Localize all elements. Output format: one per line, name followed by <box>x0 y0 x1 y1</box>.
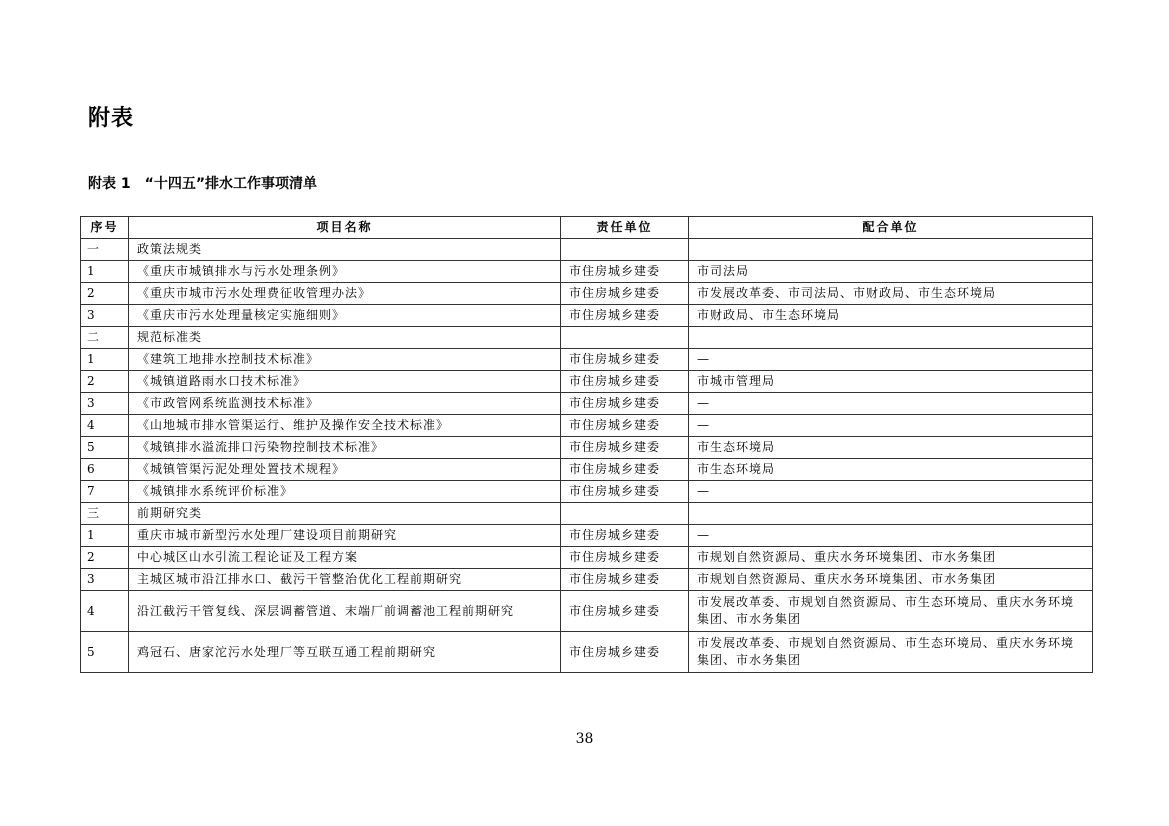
cell-cooperating <box>689 239 1093 261</box>
cell-project: 政策法规类 <box>129 239 561 261</box>
drainage-task-table <box>80 216 1093 673</box>
table-row <box>81 261 1093 283</box>
table-row <box>81 503 1093 525</box>
cell-cooperating: 市生态环境局 <box>689 459 1093 481</box>
cell-responsible: 市住房城乡建委 <box>561 569 689 591</box>
cell-responsible: 市住房城乡建委 <box>561 459 689 481</box>
cell-seq: 2 <box>81 283 129 305</box>
cell-project: 《城镇排水溢流排口污染物控制技术标准》 <box>129 437 561 459</box>
cell-project: 规范标准类 <box>129 327 561 349</box>
cell-seq: 3 <box>81 569 129 591</box>
cell-responsible: 市住房城乡建委 <box>561 481 689 503</box>
table-title: 附表 1 “十四五”排水工作事项清单 <box>88 176 318 192</box>
cell-project: 《城镇管渠污泥处理处置技术规程》 <box>129 459 561 481</box>
cell-responsible <box>561 327 689 349</box>
cell-project: 主城区城市沿江排水口、截污干管整治优化工程前期研究 <box>129 569 561 591</box>
page-heading: 附表 <box>88 106 135 131</box>
cell-seq: 一 <box>81 239 129 261</box>
cell-seq: 5 <box>81 632 129 673</box>
cell-responsible: 市住房城乡建委 <box>561 525 689 547</box>
header-seq: 序号 <box>81 217 129 239</box>
cell-cooperating: 市生态环境局 <box>689 437 1093 459</box>
cell-project: 《城镇排水系统评价标准》 <box>129 481 561 503</box>
table-row <box>81 481 1093 503</box>
cell-cooperating: 市规划自然资源局、重庆水务环境集团、市水务集团 <box>689 547 1093 569</box>
table-row <box>81 415 1093 437</box>
cell-project: 《重庆市城市污水处理费征收管理办法》 <box>129 283 561 305</box>
cell-project: 《城镇道路雨水口技术标准》 <box>129 371 561 393</box>
cell-cooperating: 市财政局、市生态环境局 <box>689 305 1093 327</box>
cell-seq: 2 <box>81 547 129 569</box>
cell-cooperating <box>689 327 1093 349</box>
cell-seq: 7 <box>81 481 129 503</box>
cell-cooperating <box>689 503 1093 525</box>
header-cooperating: 配合单位 <box>689 217 1093 239</box>
cell-responsible: 市住房城乡建委 <box>561 415 689 437</box>
table-row <box>81 239 1093 261</box>
cell-seq: 4 <box>81 591 129 632</box>
cell-seq: 三 <box>81 503 129 525</box>
cell-responsible: 市住房城乡建委 <box>561 591 689 632</box>
cell-cooperating: 市发展改革委、市规划自然资源局、市生态环境局、重庆水务环境集团、市水务集团 <box>689 591 1093 632</box>
cell-project: 《山地城市排水管渠运行、维护及操作安全技术标准》 <box>129 415 561 437</box>
cell-responsible: 市住房城乡建委 <box>561 349 689 371</box>
table-row <box>81 525 1093 547</box>
cell-responsible <box>561 239 689 261</box>
cell-cooperating: — <box>689 349 1093 371</box>
table-row <box>81 393 1093 415</box>
cell-seq: 4 <box>81 415 129 437</box>
cell-cooperating: — <box>689 525 1093 547</box>
cell-seq: 二 <box>81 327 129 349</box>
cell-project: 《建筑工地排水控制技术标准》 <box>129 349 561 371</box>
cell-cooperating: 市发展改革委、市规划自然资源局、市生态环境局、重庆水务环境集团、市水务集团 <box>689 632 1093 673</box>
cell-responsible: 市住房城乡建委 <box>561 261 689 283</box>
header-project: 项目名称 <box>129 217 561 239</box>
cell-project: 中心城区山水引流工程论证及工程方案 <box>129 547 561 569</box>
cell-project: 鸡冠石、唐家沱污水处理厂等互联互通工程前期研究 <box>129 632 561 673</box>
cell-cooperating: 市规划自然资源局、重庆水务环境集团、市水务集团 <box>689 569 1093 591</box>
page-number: 38 <box>575 731 594 747</box>
cell-cooperating: 市城市管理局 <box>689 371 1093 393</box>
header-responsible: 责任单位 <box>561 217 689 239</box>
cell-responsible: 市住房城乡建委 <box>561 632 689 673</box>
cell-seq: 6 <box>81 459 129 481</box>
table-row <box>81 437 1093 459</box>
cell-project: 重庆市城市新型污水处理厂建设项目前期研究 <box>129 525 561 547</box>
cell-responsible: 市住房城乡建委 <box>561 393 689 415</box>
cell-seq: 2 <box>81 371 129 393</box>
table-row <box>81 371 1093 393</box>
table-header-row <box>81 217 1093 239</box>
table-row <box>81 459 1093 481</box>
cell-project: 前期研究类 <box>129 503 561 525</box>
cell-responsible: 市住房城乡建委 <box>561 547 689 569</box>
table-row <box>81 327 1093 349</box>
cell-cooperating: — <box>689 393 1093 415</box>
table-row <box>81 349 1093 371</box>
cell-responsible: 市住房城乡建委 <box>561 283 689 305</box>
table-row <box>81 283 1093 305</box>
table-row <box>81 632 1093 673</box>
cell-cooperating: 市司法局 <box>689 261 1093 283</box>
cell-seq: 1 <box>81 525 129 547</box>
cell-seq: 3 <box>81 305 129 327</box>
cell-responsible <box>561 503 689 525</box>
cell-seq: 5 <box>81 437 129 459</box>
cell-cooperating: — <box>689 481 1093 503</box>
cell-project: 《重庆市城镇排水与污水处理条例》 <box>129 261 561 283</box>
cell-responsible: 市住房城乡建委 <box>561 305 689 327</box>
cell-project: 《市政管网系统监测技术标准》 <box>129 393 561 415</box>
cell-responsible: 市住房城乡建委 <box>561 371 689 393</box>
cell-project: 《重庆市污水处理量核定实施细则》 <box>129 305 561 327</box>
cell-seq: 1 <box>81 261 129 283</box>
cell-project: 沿江截污干管复线、深层调蓄管道、末端厂前调蓄池工程前期研究 <box>129 591 561 632</box>
table-body <box>81 239 1093 673</box>
cell-seq: 3 <box>81 393 129 415</box>
table-row <box>81 569 1093 591</box>
cell-responsible: 市住房城乡建委 <box>561 437 689 459</box>
cell-cooperating: — <box>689 415 1093 437</box>
table-row <box>81 591 1093 632</box>
table-row <box>81 305 1093 327</box>
cell-seq: 1 <box>81 349 129 371</box>
cell-cooperating: 市发展改革委、市司法局、市财政局、市生态环境局 <box>689 283 1093 305</box>
table-row <box>81 547 1093 569</box>
